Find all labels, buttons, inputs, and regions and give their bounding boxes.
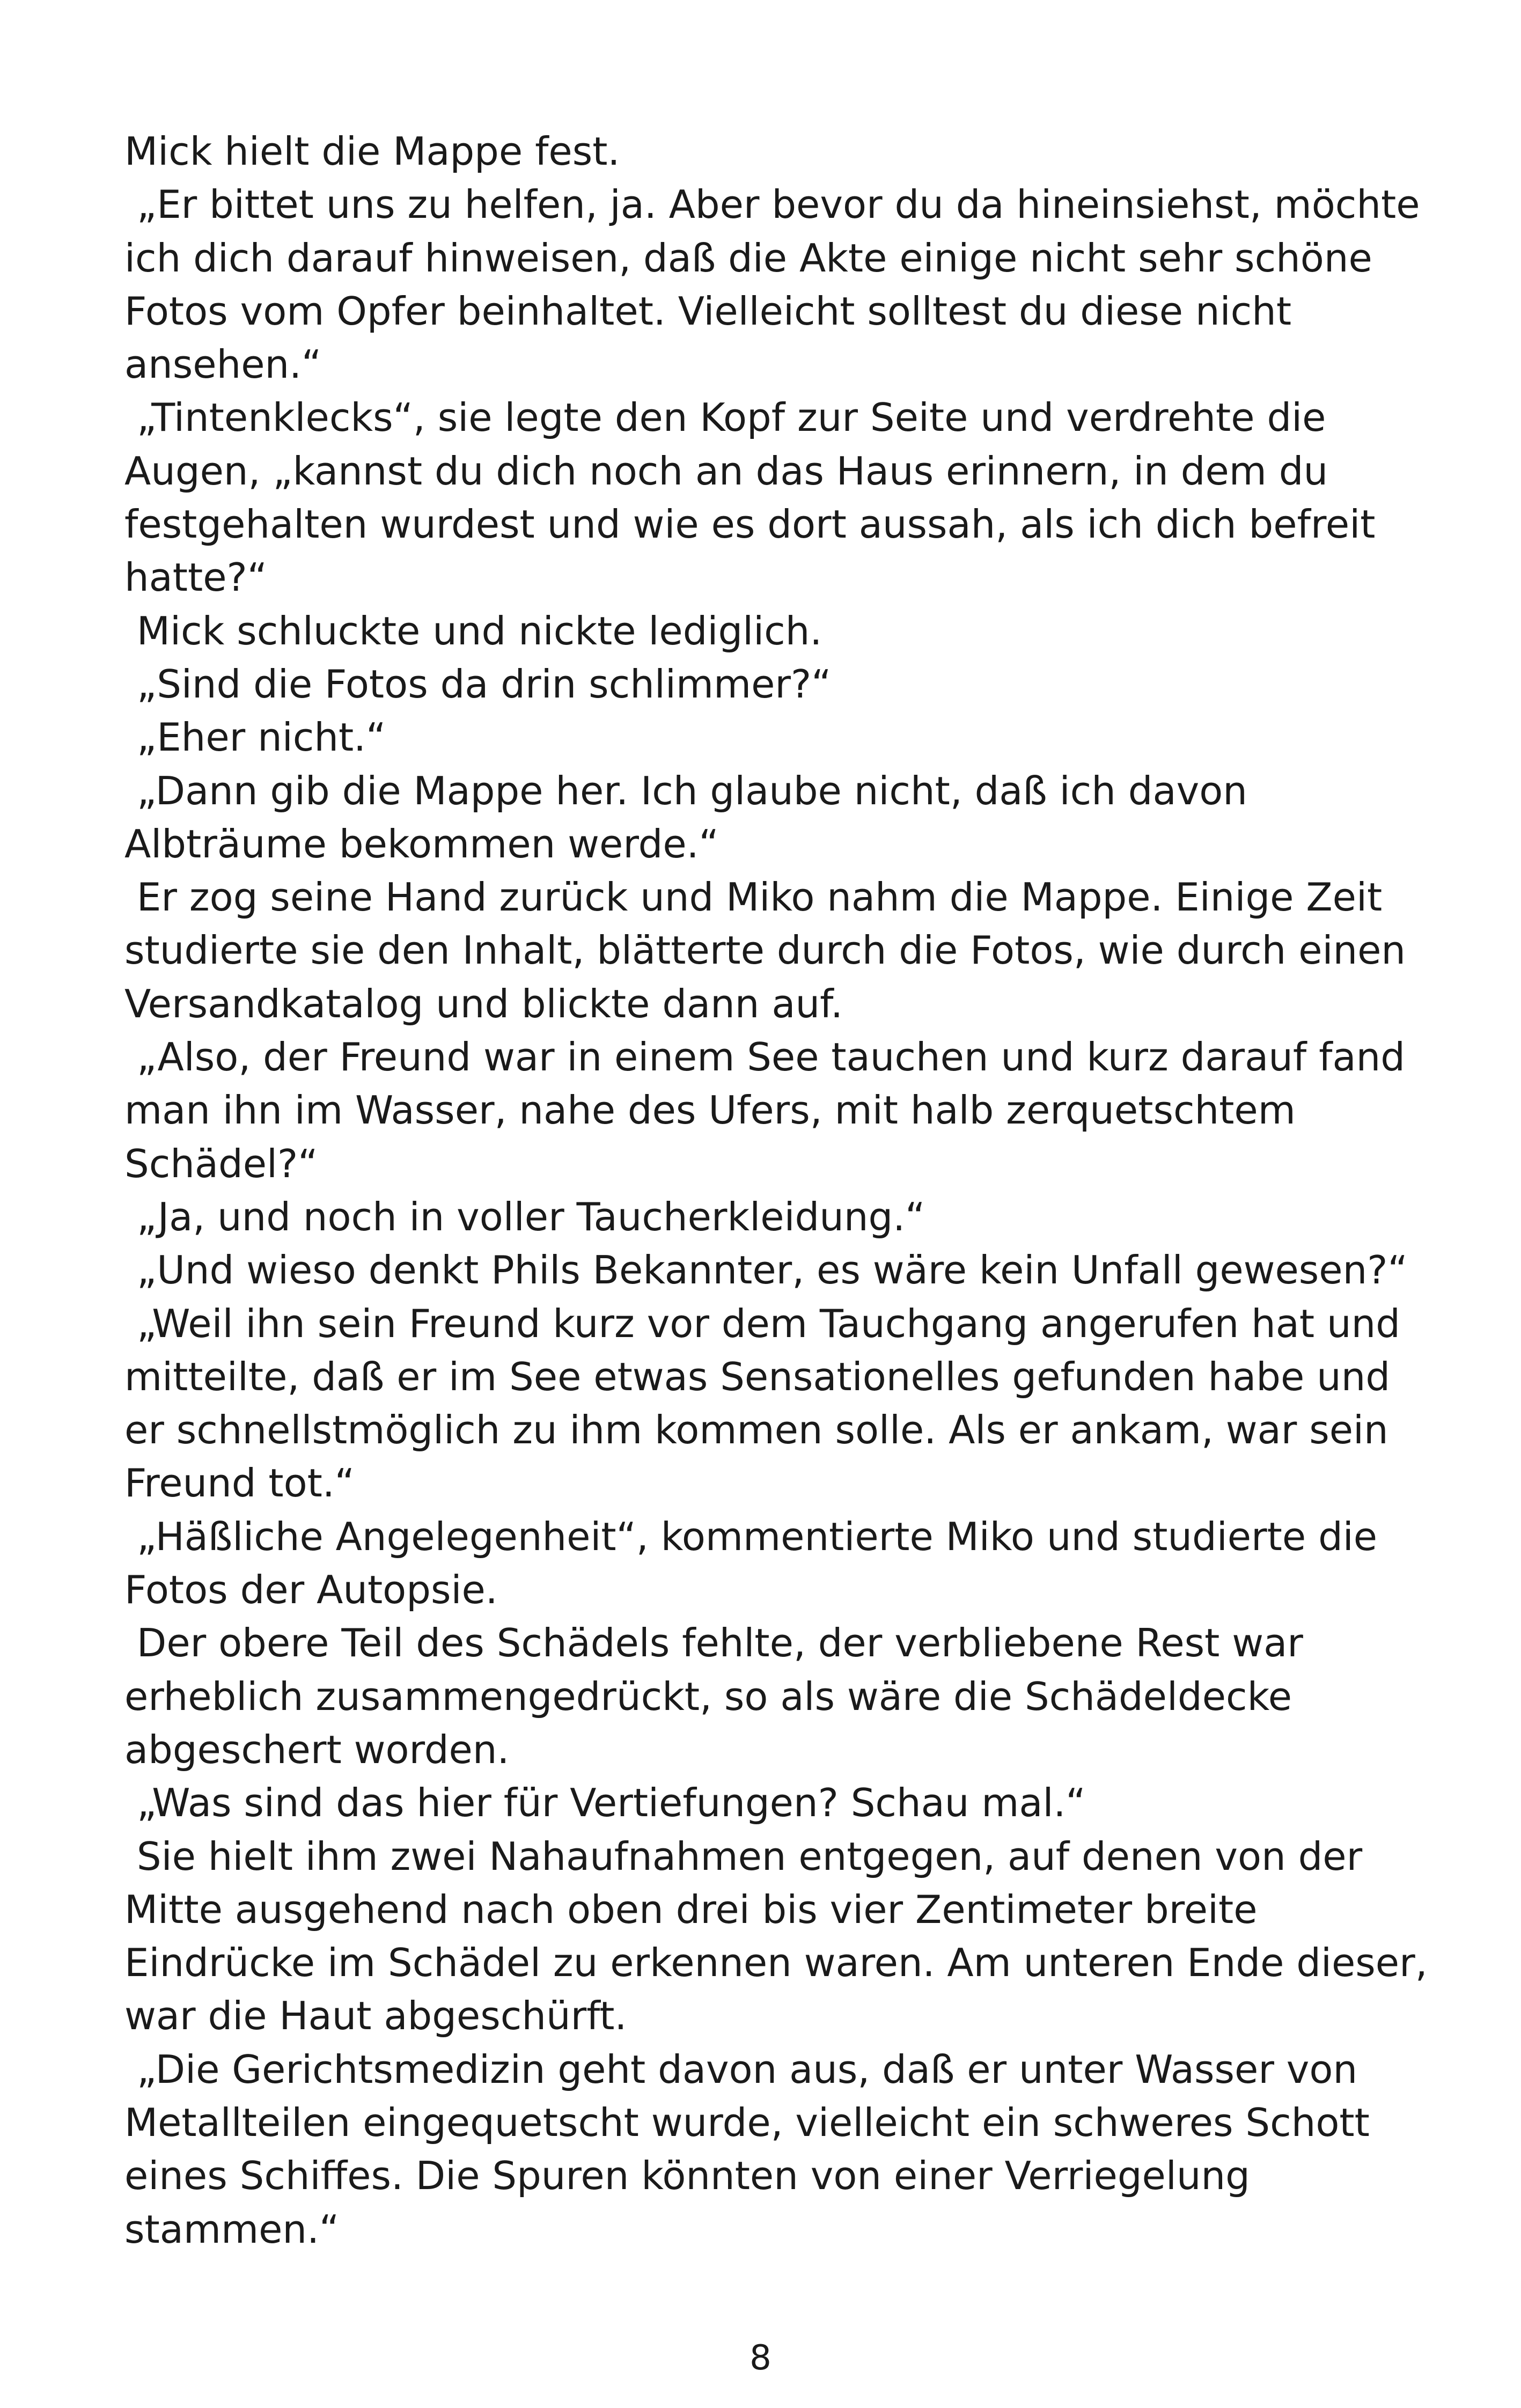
body-text [124, 125, 1428, 2256]
text-line: Fotos vom Opfer beinhaltet. Vielleicht solltest du diese nicht [124, 288, 1292, 334]
text-line: Versandkatalog und blickte dann auf. [124, 981, 843, 1026]
text-line: Mitte ausgehend nach oben drei bis vier Zentimeter breite [124, 1886, 1258, 1932]
page-number: 8 [750, 2338, 771, 2378]
text-line: „Was sind das hier für Vertiefungen? Schau mal.“ [124, 1780, 1086, 1826]
text-line: „Er bittet uns zu helfen, ja. Aber bevor du da hineinsiehst, möchte [124, 182, 1420, 227]
text-line: Metallteilen eingequetscht wurde, vielleicht ein schweres Schott [124, 2099, 1370, 2145]
text-line: stammen.“ [124, 2206, 340, 2252]
text-line: man ihn im Wasser, nahe des Ufers, mit halb zerquetschtem [124, 1088, 1296, 1133]
text-line: „Sind die Fotos da drin schlimmer?“ [124, 661, 832, 707]
text-line: Sie hielt ihm zwei Nahaufnahmen entgegen, auf denen von der [124, 1833, 1363, 1879]
text-line: war die Haut abgeschürft. [124, 1993, 627, 2039]
text-line: Fotos der Autopsie. [124, 1567, 498, 1613]
text-line: erheblich zusammengedrückt, so als wäre die Schädeldecke [124, 1673, 1292, 1719]
text-line: Albträume bekommen werde.“ [124, 821, 719, 867]
text-line: Mick hielt die Mappe fest. [124, 129, 620, 174]
text-line: Mick schluckte und nickte lediglich. [124, 608, 822, 654]
text-line: „Eher nicht.“ [124, 715, 386, 760]
text-line: „Dann gib die Mappe her. Ich glaube nicht, daß ich davon [124, 768, 1247, 813]
text-line: abgeschert worden. [124, 1727, 510, 1772]
text-line: Der obere Teil des Schädels fehlte, der verbliebene Rest war [124, 1620, 1303, 1666]
text-line: Augen, „kannst du dich noch an das Haus erinnern, in dem du [124, 448, 1328, 494]
text-line: „Tintenklecks“, sie legte den Kopf zur Seite und verdrehte die [124, 395, 1326, 441]
text-line: „Ja, und noch in voller Taucherkleidung.“ [124, 1194, 925, 1239]
text-line: „Weil ihn sein Freund kurz vor dem Tauchgang angerufen hat und [124, 1301, 1400, 1346]
text-line: Schädel?“ [124, 1141, 318, 1186]
text-line: ich dich darauf hinweisen, daß die Akte einige nicht sehr schöne [124, 235, 1372, 281]
text-line: Eindrücke im Schädel zu erkennen waren. Am unteren Ende dieser, [124, 1940, 1428, 1986]
text-line: festgehalten wurdest und wie es dort aussah, als ich dich befreit [124, 502, 1376, 547]
text-line: hatte?“ [124, 555, 268, 600]
text-line: ansehen.“ [124, 342, 322, 387]
text-line: Freund tot.“ [124, 1460, 355, 1506]
text-line: eines Schiffes. Die Spuren könnten von einer Verriegelung [124, 2153, 1250, 2199]
text-line: studierte sie den Inhalt, blätterte durch die Fotos, wie durch einen [124, 928, 1406, 973]
text-line: „Und wieso denkt Phils Bekannter, es wäre kein Unfall gewesen?“ [124, 1247, 1408, 1293]
text-line: er schnellstmöglich zu ihm kommen solle. Als er ankam, war sein [124, 1407, 1388, 1453]
text-line: „Also, der Freund war in einem See tauchen und kurz darauf fand [124, 1034, 1405, 1080]
text-line: „Die Gerichtsmedizin geht davon aus, daß er unter Wasser von [124, 2046, 1358, 2092]
text-line: mitteilte, daß er im See etwas Sensationelles gefunden habe und [124, 1354, 1391, 1399]
text-line: „Häßliche Angelegenheit“, kommentierte Miko und studierte die [124, 1514, 1378, 1559]
text-line: Er zog seine Hand zurück und Miko nahm die Mappe. Einige Zeit [124, 875, 1383, 920]
